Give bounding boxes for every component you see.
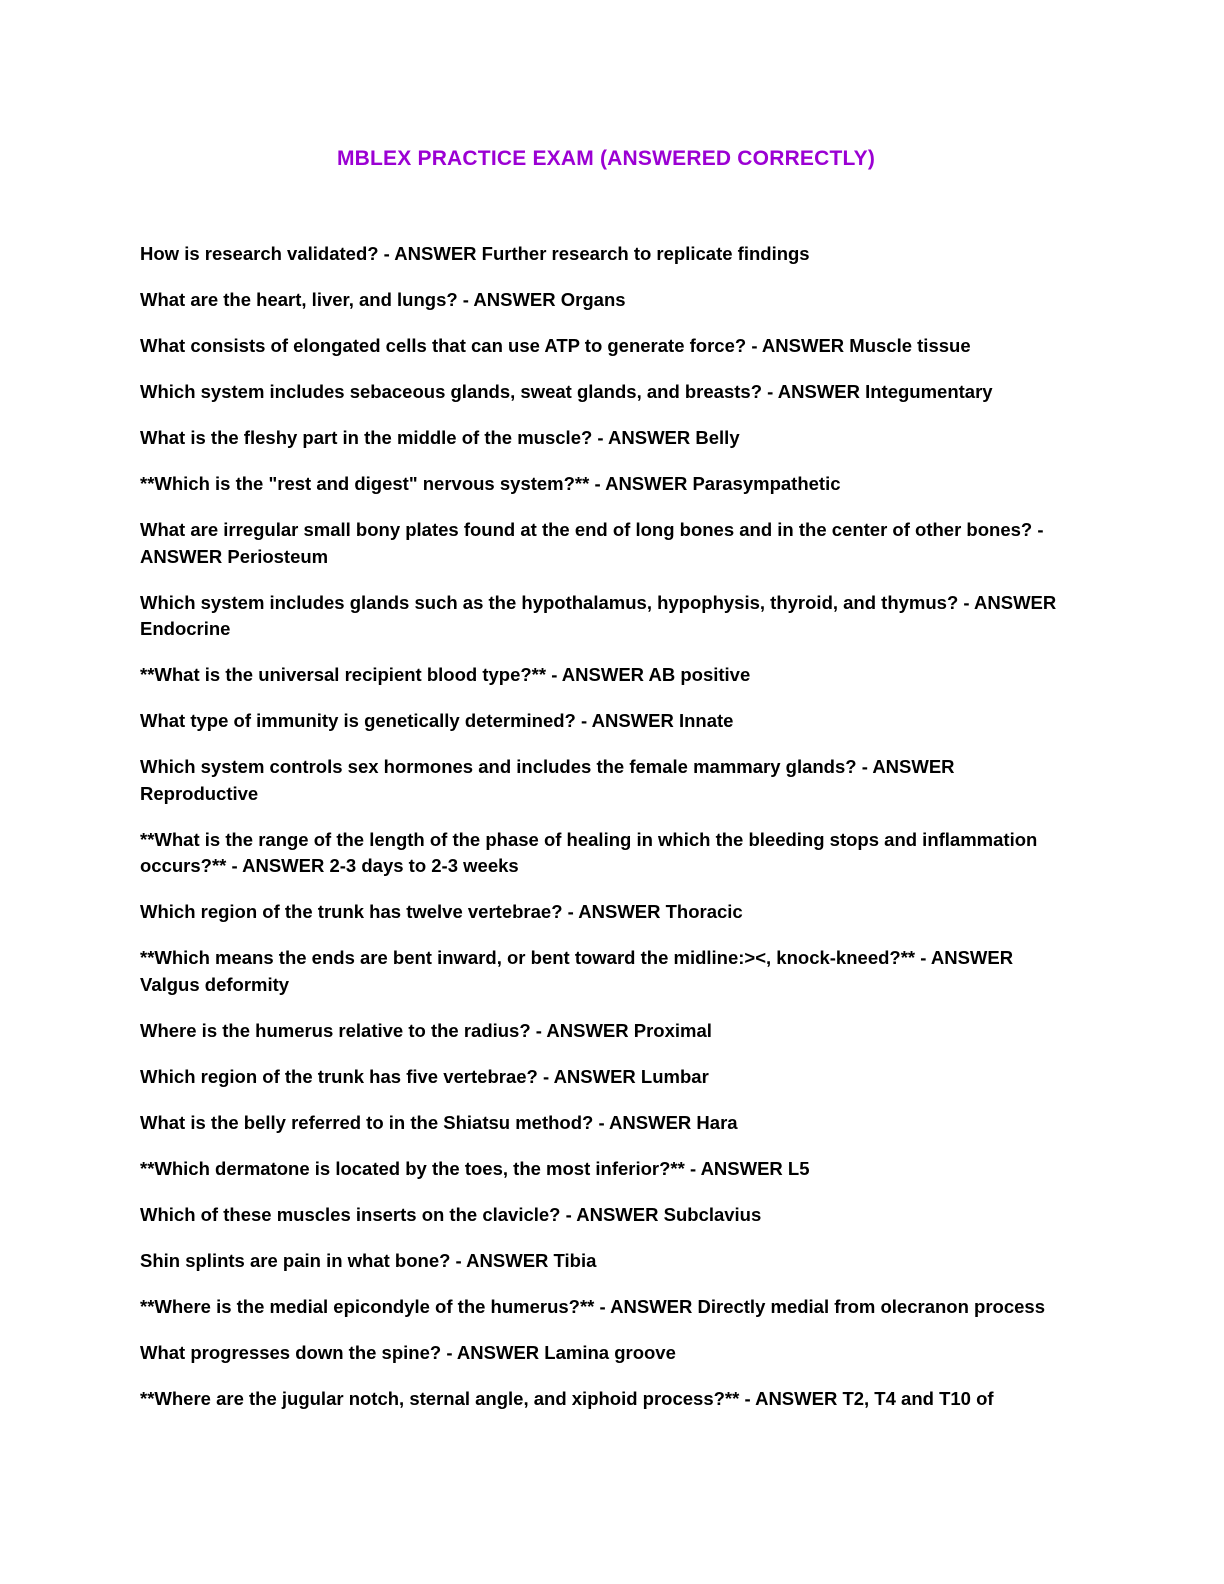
qa-item-23: **Where are the jugular notch, sternal angle, and xiphoid process?** - ANSWER T2, T4 and T10 of xyxy=(140,1387,994,1409)
qa-item-18: **Which dermatone is located by the toes, the most inferior?** - ANSWER L5 xyxy=(140,1157,810,1179)
qa-item-20: Shin splints are pain in what bone? - ANSWER Tibia xyxy=(140,1249,597,1271)
question-answer-list xyxy=(140,241,1070,1432)
qa-item-12: **What is the range of the length of the phase of healing in which the bleeding stops and inflammation occurs?** - ANSWER 2-3 days to 2-3 weeks xyxy=(140,828,1038,876)
document-title: MBLEX PRACTICE EXAM (ANSWERED CORRECTLY) xyxy=(336,147,876,170)
qa-item-4: Which system includes sebaceous glands, sweat glands, and breasts? - ANSWER Integumentary xyxy=(140,381,993,402)
qa-item-13: Which region of the trunk has twelve vertebrae? - ANSWER Thoracic xyxy=(140,901,743,922)
qa-item-8: Which system includes glands such as the hypothalamus, hypophysis, thyroid, and thymus? - ANSWER Endocrine xyxy=(140,591,1057,639)
qa-item-3: What consists of elongated cells that can use ATP to generate force? - ANSWER Muscle tissue xyxy=(140,335,971,356)
qa-item-6: **Which is the "rest and digest" nervous system?** - ANSWER Parasympathetic xyxy=(140,473,841,494)
qa-item-22: What progresses down the spine? - ANSWER Lamina groove xyxy=(140,1341,676,1363)
qa-item-14: **Which means the ends are bent inward, or bent toward the midline:><, knock-kneed?** - ANSWER Valgus deformity xyxy=(140,947,1014,995)
qa-item-10: What type of immunity is genetically determined? - ANSWER Innate xyxy=(140,710,734,731)
qa-item-16: Which region of the trunk has five vertebrae? - ANSWER Lumbar xyxy=(140,1065,709,1087)
qa-item-1: How is research validated? - ANSWER Further research to replicate findings xyxy=(140,243,810,264)
qa-item-19: Which of these muscles inserts on the clavicle? - ANSWER Subclavius xyxy=(140,1203,762,1225)
qa-item-5: What is the fleshy part in the middle of the muscle? - ANSWER Belly xyxy=(140,427,740,448)
qa-item-7: What are irregular small bony plates found at the end of long bones and in the center of other bones? - ANSWER Periosteum xyxy=(140,519,1044,567)
qa-item-11: Which system controls sex hormones and includes the female mammary glands? - ANSWER Reproductive xyxy=(140,756,955,804)
qa-item-21: **Where is the medial epicondyle of the humerus?** - ANSWER Directly medial from olecranon process xyxy=(140,1295,1046,1317)
qa-item-17: What is the belly referred to in the Shiatsu method? - ANSWER Hara xyxy=(140,1111,738,1133)
qa-item-9: **What is the universal recipient blood type?** - ANSWER AB positive xyxy=(140,664,751,685)
qa-item-2: What are the heart, liver, and lungs? - ANSWER Organs xyxy=(140,289,626,310)
qa-item-15: Where is the humerus relative to the radius? - ANSWER Proximal xyxy=(140,1019,712,1041)
